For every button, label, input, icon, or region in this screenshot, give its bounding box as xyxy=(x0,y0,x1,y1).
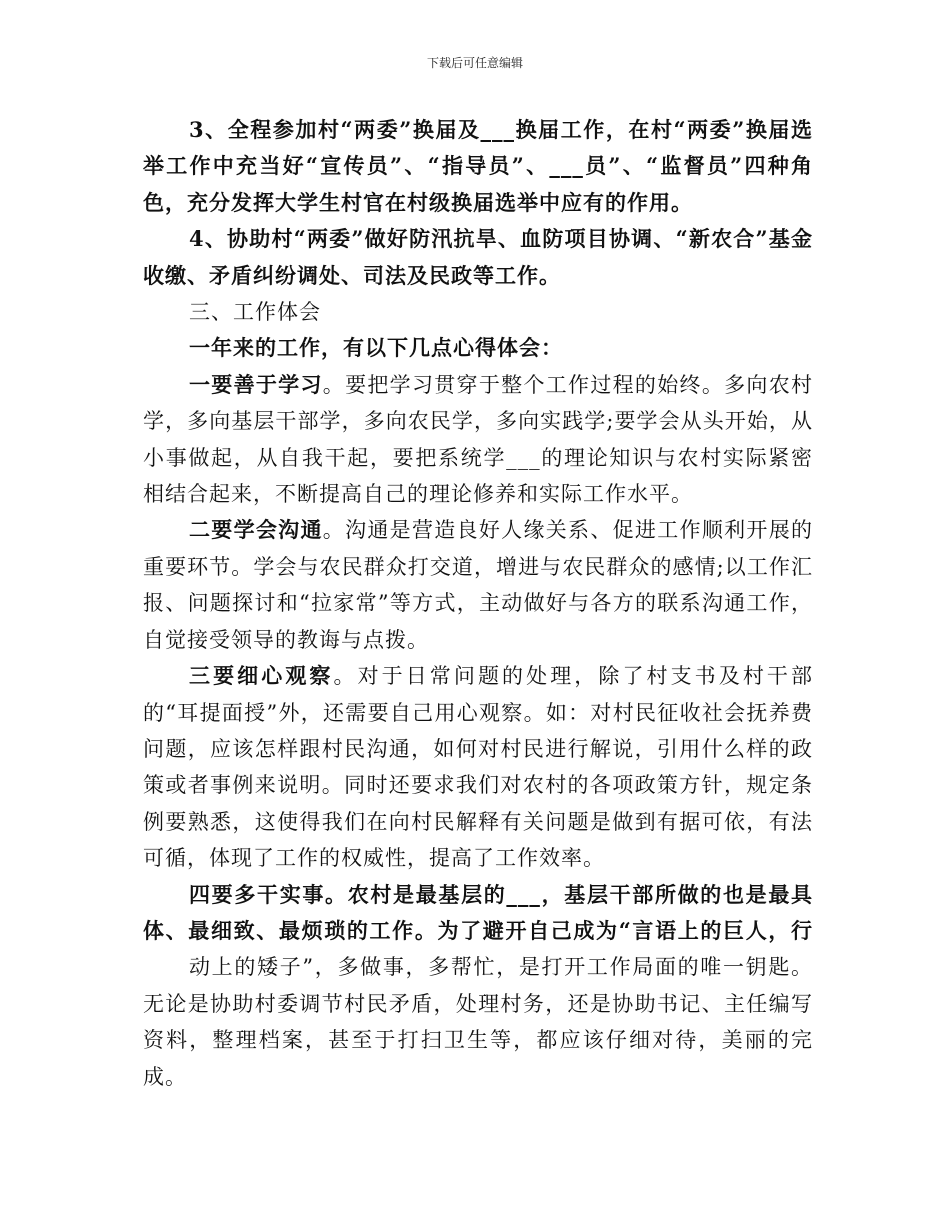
section-heading: 三、工作体会 xyxy=(189,300,321,325)
page-header: 下载后可任意编辑 xyxy=(426,56,523,70)
paragraph-item-3: 3、全程参加村“两委”换届及___换届工作，在村“两委”换届选举工作中充当好“宣传员”、“指导员”、___员”、“监督员”四种角色，充分发挥大学生村官在村级换届选举中应有的作用。 xyxy=(143,117,813,215)
paragraph-learning xyxy=(143,367,813,513)
summary-intro: 一年来的工作，有以下几点心得体会： xyxy=(189,335,563,361)
observation-body: 。对于日常问题的处理，除了村支书及村干部的“耳提面授”外，还需要自己用心观察。如：对村民征收社会抚养费问题，应该怎样跟村民沟通，如何对村民进行解说，引用什么样的政策或者事例来说明。同时还要求我们对农村的各项政策方针，规定条例要熟悉，这使得我们在向村民解释有关问题是做到有据可依，有法可循，体现了工作的权威性，提高了工作效率。 xyxy=(143,664,814,871)
communication-body: 。沟通是营造良好人缘关系、促进工作顺利开展的重要环节。学会与农民群众打交道，增进与农民群众的感情;以工作汇报、问题探讨和“拉家常”等方式，主动做好与各方的联系沟通工作，自觉接受领导的教诲与点拨。 xyxy=(143,518,814,652)
paragraph-communication xyxy=(143,512,813,658)
paragraph-practical-work: 四要多干实事。农村是最基层的___，基层干部所做的也是最具体、最细致、最烦琐的工作。为了避开自己成为“言语上的巨人，行 xyxy=(143,881,813,943)
observation-heading: 三要细心观察 xyxy=(189,663,334,689)
learning-body: 。要把学习贯穿于整个工作过程的始终。多向农村学，多向基层干部学，多向农民学，多向实践学;要学会从头开始，从小事做起，从自我干起，要把系统学___的理论知识与农村实际紧密相结合起来，不断提高自己的理论修养和实际工作水平。 xyxy=(143,372,814,507)
document-body xyxy=(143,112,813,1095)
communication-heading: 二要学会沟通 xyxy=(189,517,323,543)
paragraph-practical-work-continued: 动上的矮子”，多做事，多帮忙，是打开工作局面的唯一钥匙。无论是协助村委调节村民矛盾，处理村务，还是协助书记、主任编写资料，整理档案，甚至于打扫卫生等，都应该仔细对待，美丽的完成。 xyxy=(143,955,813,1089)
paragraph-observation xyxy=(143,658,813,876)
paragraph-item-4: 4、协助村“两委”做好防汛抗旱、血防项目协调、“新农合”基金收缴、矛盾纠纷调处、司法及民政等工作。 xyxy=(143,226,813,288)
learning-heading: 一要善于学习 xyxy=(189,371,323,397)
